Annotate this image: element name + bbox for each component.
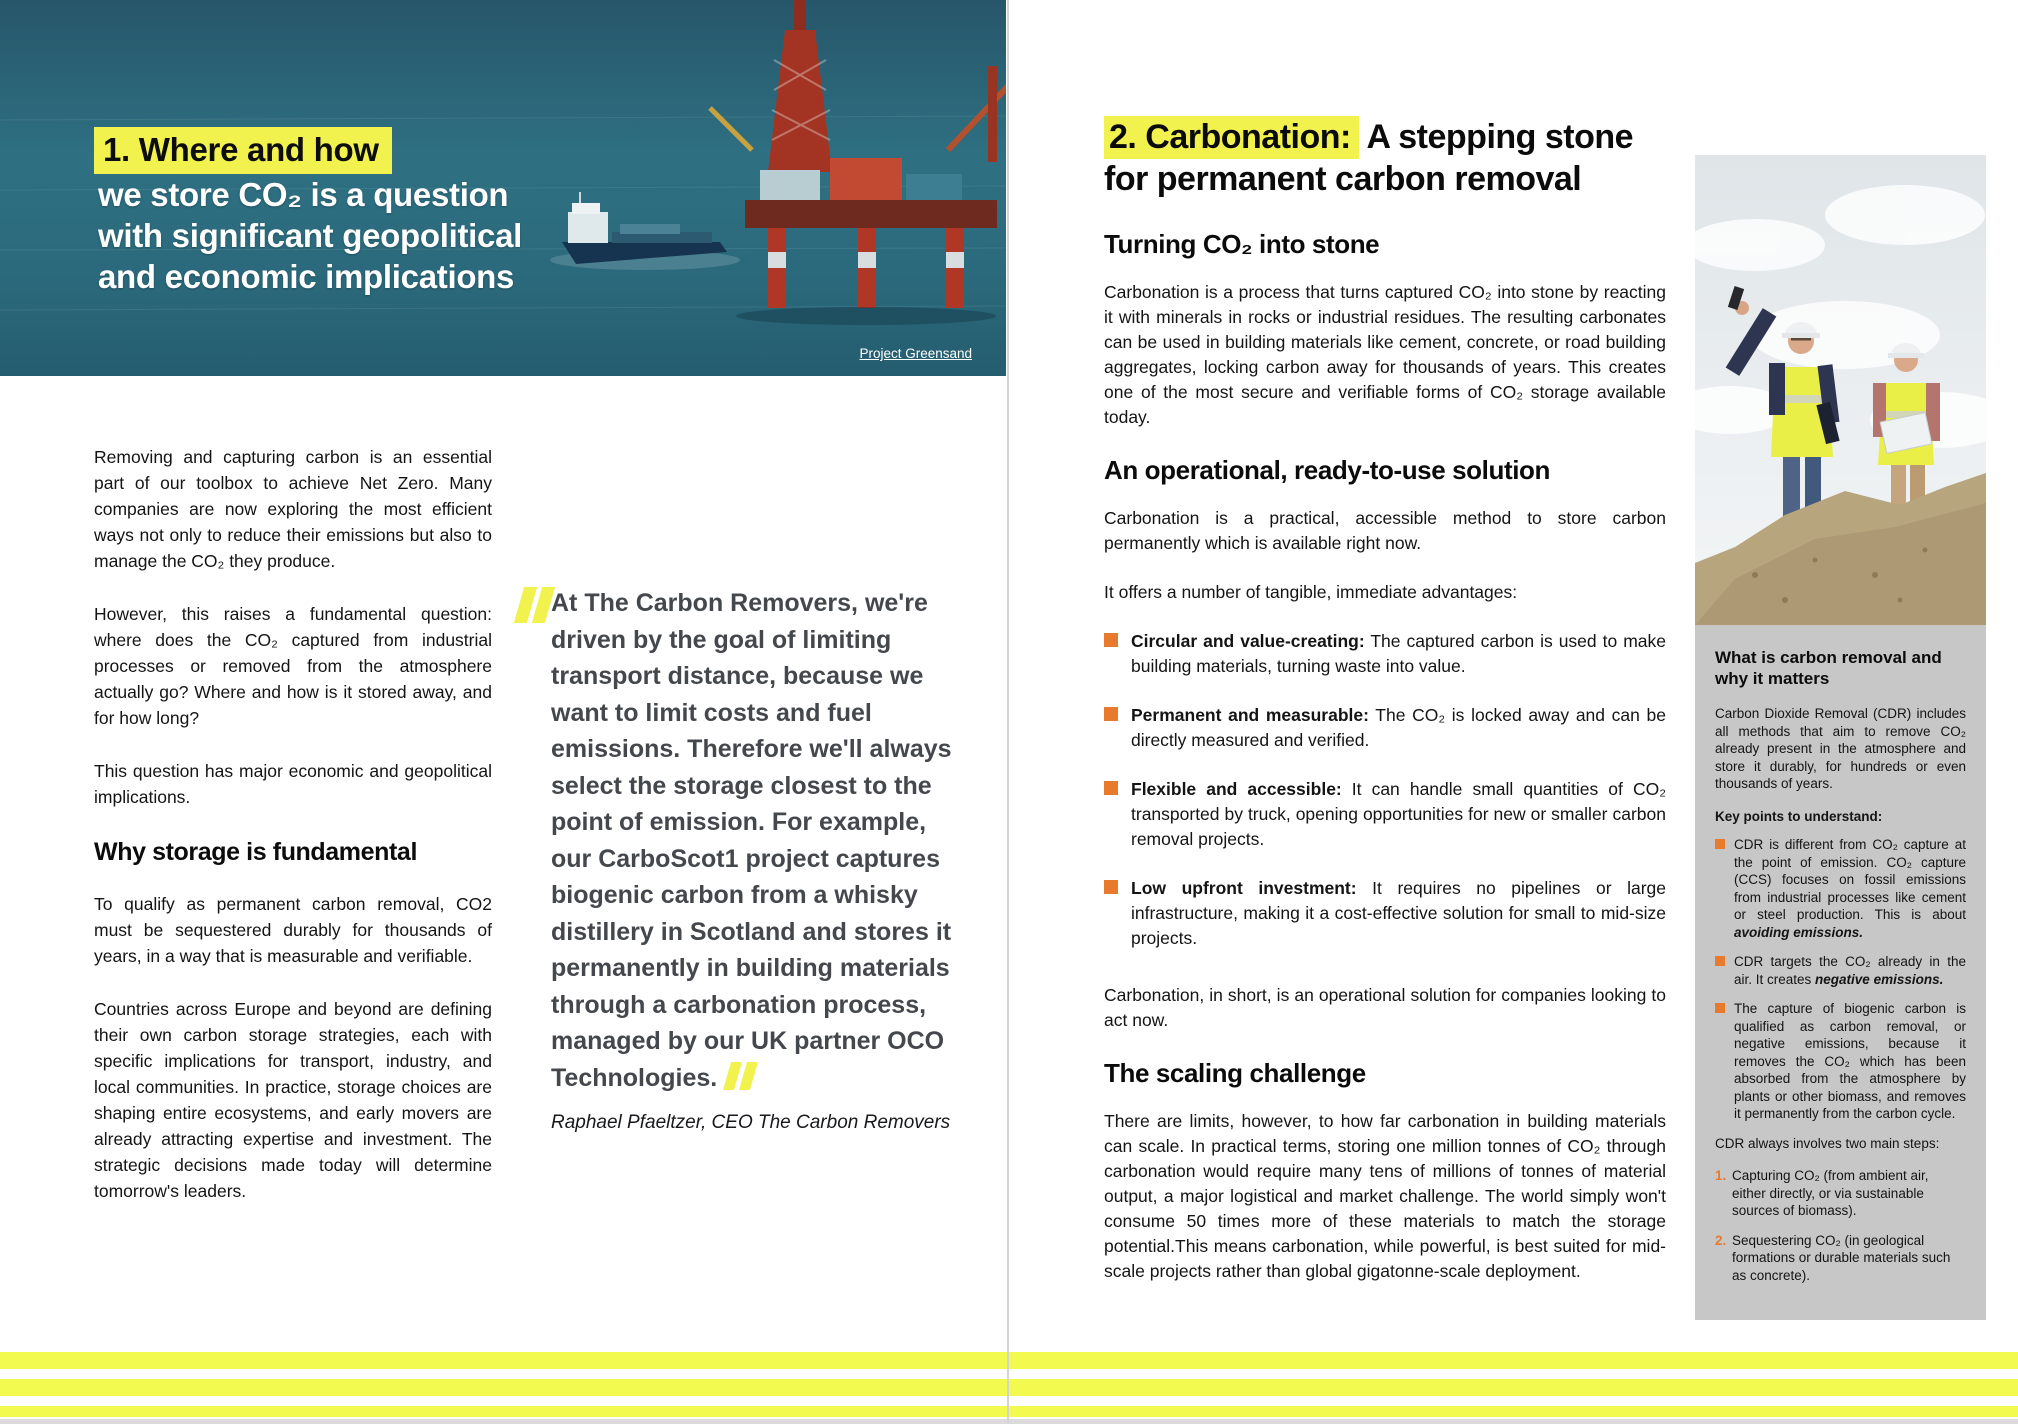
bullet-square-icon — [1715, 839, 1725, 849]
sidebar — [1695, 155, 1986, 1320]
page-title-rest: A stepping stone for permanent carbon removal — [1104, 118, 1634, 198]
step-number: 2. — [1715, 1232, 1727, 1248]
quote-attribution: Raphael Pfaeltzer, CEO The Carbon Removers — [551, 1112, 951, 1133]
advantage-lead: Permanent and measurable: — [1131, 705, 1369, 725]
pull-quote — [521, 585, 970, 1134]
advantage-lead: Low upfront investment: — [1131, 878, 1357, 898]
page-bottom-edge — [0, 1419, 2018, 1424]
quote-text-block — [551, 585, 970, 1096]
hero-headline-line4: and economic implications — [98, 258, 515, 295]
footer-stripe — [0, 1406, 2018, 1417]
footer-stripe — [0, 1379, 2018, 1396]
key-points-label: Key points to understand: — [1715, 808, 1883, 824]
page-gutter-divider — [1007, 0, 1009, 1424]
bullet-square-icon — [1715, 1003, 1725, 1013]
open-quote-icon — [519, 587, 550, 623]
operational-closing: Carbonation, in short, is an operational solution for companies looking to act now. — [1104, 985, 1666, 1030]
key-point-item — [1715, 1000, 1966, 1123]
left-intro-column — [94, 444, 492, 1231]
intro-paragraph: Removing and capturing carbon is an essential part of our toolbox to achieve Net Zero. Many companies are now exploring the most efficient ways not only to reduce their emissions but also to manage the CO₂ they produce. — [94, 447, 492, 571]
hero-caption-link[interactable]: Project Greensand — [859, 346, 972, 361]
subheading-turning-co2: Turning CO₂ into stone — [1104, 229, 1380, 259]
operational-paragraph: Carbonation is a practical, accessible method to store carbon permanently which is available right now. — [1104, 508, 1666, 553]
section-heading-why-storage: Why storage is fundamental — [94, 838, 417, 866]
key-point-text: CDR targets the CO₂ already in the air. It creates — [1734, 954, 1966, 987]
infobox-heading: What is carbon removal and why it matters — [1715, 648, 1942, 688]
cdr-step-item — [1715, 1232, 1966, 1285]
page-title — [1104, 116, 1666, 200]
quote-text: At The Carbon Removers, we're driven by the goal of limiting transport distance, because we want to limit costs and fuel emissions. Therefore we'll always select the storage closest to the point of emission. For example, our CarboScot1 project captures biogenic carbon from a whisky distillery in Scotland and stores it permanently in building materials through a carbonation process, managed by our UK partner OCO Technologies. — [551, 589, 952, 1092]
bullet-square-icon — [1104, 633, 1118, 647]
hero-image — [0, 0, 1006, 376]
carbon-removal-infobox — [1695, 625, 1986, 1320]
key-point-text: CDR is different from CO₂ capture at the point of emission. CO₂ capture (CCS) focuses on fossil emissions from industrial processes like cement or steel production. This is about — [1734, 837, 1966, 922]
advantage-item — [1104, 876, 1666, 951]
advantage-lead: Circular and value-creating: — [1131, 631, 1365, 651]
key-point-emphasis: avoiding emissions. — [1734, 924, 1864, 940]
hero-headline-highlight: 1. Where and how — [94, 127, 392, 174]
bullet-square-icon — [1104, 707, 1118, 721]
page-title-highlight: 2. Carbonation: — [1104, 116, 1359, 159]
advantage-item — [1104, 777, 1666, 852]
advantages-intro: It offers a number of tangible, immediate advantages: — [1104, 582, 1518, 602]
bullet-square-icon — [1715, 956, 1725, 966]
bullet-square-icon — [1104, 781, 1118, 795]
steps-label: CDR always involves two main steps: — [1715, 1135, 1940, 1151]
advantage-rest: It can handle small quantities of CO₂ transported by truck, opening opportunities for new or smaller carbon removal projects. — [1131, 779, 1666, 849]
advantage-item — [1104, 629, 1666, 679]
bullet-square-icon — [1104, 880, 1118, 894]
step-text: Capturing CO₂ (from ambient air, either directly, or via sustainable sources of biomass). — [1732, 1168, 1929, 1218]
key-point-item — [1715, 953, 1966, 988]
workers-photo — [1695, 155, 1986, 625]
subheading-scaling: The scaling challenge — [1104, 1058, 1366, 1088]
cdr-step-item — [1715, 1167, 1966, 1220]
scaling-paragraph: There are limits, however, to how far carbonation in building materials can scale. In practical terms, storing one million tonnes of CO₂ through carbonation would require many tens of millions of tonnes of material output, a major logistical and market challenge. The world simply won't consume 50 times more of these materials to match the storage potential.This means carbonation, while powerful, is best suited for mid-scale projects rather than global gigatonne-scale deployment. — [1104, 1111, 1666, 1281]
section-paragraph: Countries across Europe and beyond are defining their own carbon storage strategies, each with specific implications for transport, industry, and local communities. In practice, storage choices are shaping entire ecosystems, and early movers are already attracting expertise and investment. The strategic decisions made today will determine tomorrow's leaders. — [94, 999, 492, 1201]
carbonation-paragraph: Carbonation is a process that turns captured CO₂ into stone by reacting it with minerals in rocks or industrial residues. The resulting carbonates can be used in building materials like cement, concrete, or road building aggregates, locking carbon away for thousands of years. This creates one of the most secure and verifiable forms of CO₂ storage available today. — [1104, 282, 1666, 427]
section-paragraph: To qualify as permanent carbon removal, CO2 must be sequestered durably for thousands of years, in a way that is measurable and verifiable. — [94, 894, 492, 966]
intro-paragraph: This question has major economic and geopolitical implications. — [94, 761, 492, 807]
key-point-emphasis: negative emissions. — [1815, 971, 1944, 987]
step-number: 1. — [1715, 1168, 1727, 1183]
advantage-rest: The captured carbon is used to make building materials, turning waste into value. — [1131, 631, 1666, 676]
advantage-rest: The CO₂ is locked away and can be directly measured and verified. — [1131, 705, 1667, 750]
infobox-intro: Carbon Dioxide Removal (CDR) includes all methods that aim to remove CO₂ already present in the atmosphere and store it durably, for hundreds or even thousands of years. — [1715, 706, 1966, 791]
close-quote-icon — [727, 1062, 754, 1090]
advantage-lead: Flexible and accessible: — [1131, 779, 1342, 799]
hero-headline-line3: with significant geopolitical — [98, 217, 522, 254]
key-point-item — [1715, 836, 1966, 941]
subheading-operational: An operational, ready-to-use solution — [1104, 455, 1551, 485]
right-main-column — [1104, 116, 1666, 1308]
advantage-item — [1104, 703, 1666, 753]
advantage-rest: It requires no pipelines or large infrastructure, making it a cost-effective solution for small to mid-size projects. — [1131, 878, 1667, 948]
intro-paragraph: However, this raises a fundamental question: where does the CO₂ captured from industrial processes or removed from the atmosphere actually go? Where and how is it stored away, and for how long? — [94, 604, 492, 728]
footer-stripe — [0, 1352, 2018, 1369]
key-point-text: The capture of biogenic carbon is qualified as carbon removal, or negative emissions, because it removes the CO₂ which has been absorbed from the atmosphere by plants or other biomass, and removes it permanently from the carbon cycle. — [1734, 1001, 1966, 1121]
hero-headline-line2: we store CO₂ is a question — [98, 176, 509, 213]
step-text: Sequestering CO₂ (in geological formations or durable materials such as concrete). — [1732, 1232, 1951, 1283]
hero-headline — [94, 127, 522, 297]
